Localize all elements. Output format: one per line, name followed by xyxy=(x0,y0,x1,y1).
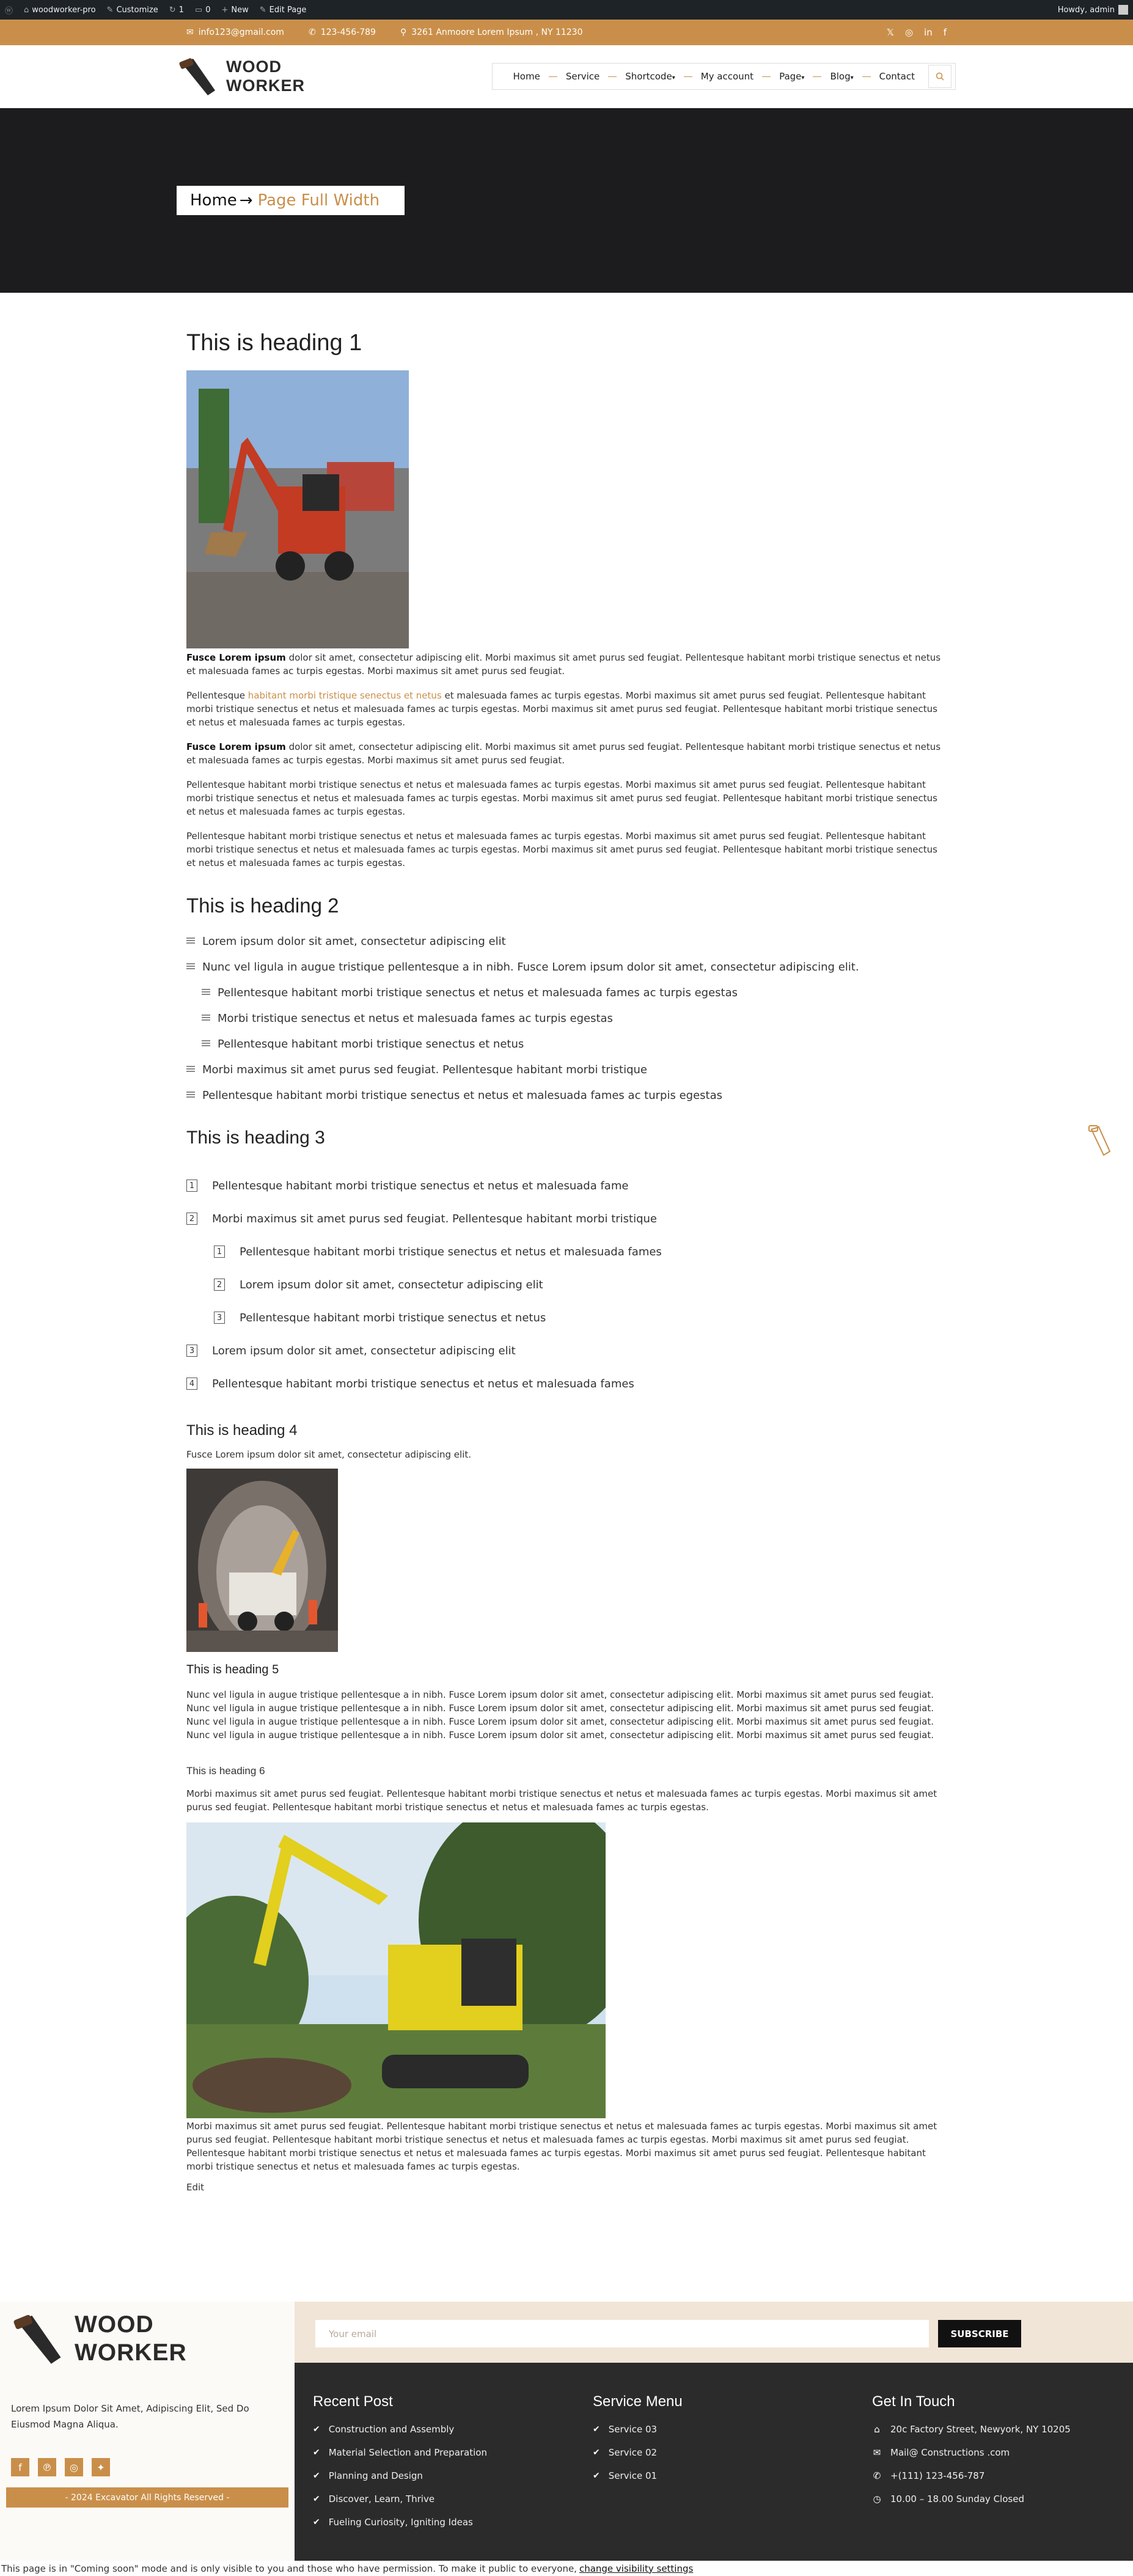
list-number: 3 xyxy=(186,1345,197,1357)
nav-service[interactable]: Service xyxy=(565,71,600,82)
excavator-image-1 xyxy=(186,370,409,648)
heading-5: This is heading 5 xyxy=(186,1663,279,1676)
home-icon: ⌂ xyxy=(874,2424,880,2435)
footer-logo-line-1: WOOD xyxy=(75,2311,154,2338)
paragraph-4: Pellentesque habitant morbi tristique senectus et netus et malesuada fames ac turpis egestas. Morbi maximus sit amet purus sed feugiat. Pellentesque habitant morbi tristique senectus et netus et malesuada fames ac turpis egestas. Morbi maximus sit amet purus sed feugiat. Pellentesque habitant morbi tristique senectus et netus et malesuada fames ac turpis egestas. xyxy=(186,779,937,817)
page-content xyxy=(186,330,944,2193)
paragraph-1: Fusce Lorem ipsum dolor sit amet, consectetur adipiscing elit. Morbi maximus sit amet purus sed feugiat. Pellentesque habitant morbi tristique senectus et netus et malesuada fames ac turpis egestas. Morbi maximus sit amet purus sed feugiat. xyxy=(186,652,941,677)
edit-link[interactable]: Edit xyxy=(186,2182,205,2193)
list-bullet-icon xyxy=(186,1066,195,1073)
list-item: Lorem ipsum dolor sit amet, consectetur adipiscing elit xyxy=(186,928,944,954)
check-icon: ✔ xyxy=(313,2517,320,2527)
list-item: 3 Lorem ipsum dolor sit amet, consectetur adipiscing elit xyxy=(186,1334,944,1367)
numbered-list xyxy=(186,1169,944,1400)
service-link[interactable]: ✔ Service 01 xyxy=(593,2470,658,2481)
site-header xyxy=(0,45,1133,108)
comment-icon: ▭ xyxy=(194,5,203,15)
subscribe-button[interactable]: SUBSCRIBE xyxy=(938,2320,1021,2347)
list-bullet-icon xyxy=(202,1015,210,1022)
saw-float-icon[interactable] xyxy=(1085,1125,1113,1159)
recent-post-link[interactable]: ✔ Material Selection and Preparation xyxy=(313,2447,487,2458)
bullet-list xyxy=(186,928,944,1108)
nav-page[interactable]: Page▾ xyxy=(779,71,805,82)
instagram-icon[interactable]: ◎ xyxy=(65,2458,83,2476)
recent-post-link[interactable]: ✔ Fueling Curiosity, Igniting Ideas xyxy=(313,2517,473,2528)
paragraph-5: Pellentesque habitant morbi tristique senectus et netus et malesuada fames ac turpis egestas. Morbi maximus sit amet purus sed feugiat. Pellentesque habitant morbi tristique senectus et netus et malesuada fames ac turpis egestas. Morbi maximus sit amet purus sed feugiat. Pellentesque habitant morbi tristique senectus et netus et malesuada fames ac turpis egestas. xyxy=(186,831,937,868)
brush-icon: ✎ xyxy=(106,5,114,15)
list-item: 2 Morbi maximus sit amet purus sed feugiat. Pellentesque habitant morbi tristique xyxy=(186,1202,944,1235)
footer-columns xyxy=(295,2363,1133,2561)
nav-blog[interactable]: Blog▾ xyxy=(830,71,854,82)
chevron-down-icon: ▾ xyxy=(672,75,675,81)
breadcrumb-home[interactable]: Home xyxy=(190,191,237,210)
list-number: 1 xyxy=(186,1180,197,1192)
closing-paragraph: Morbi maximus sit amet purus sed feugiat. Pellentesque habitant morbi tristique senectus et netus et malesuada fames ac turpis egestas. Morbi maximus sit amet purus sed feugiat. Pellentesque habitant morbi tristique senectus et netus et malesuada fames ac turpis egestas. Morbi maximus sit amet purus sed feugiat. Pellentesque habitant morbi tristique senectus et netus et malesuada fames ac turpis egestas. Morbi maximus sit amet purus sed feugiat. Pellentesque habitant morbi tristique senectus et netus et malesuada fames ac turpis egestas. xyxy=(186,2121,937,2172)
wordpress-logo[interactable] xyxy=(5,4,13,16)
visibility-settings-link[interactable]: change visibility settings xyxy=(579,2563,694,2574)
search-icon xyxy=(936,72,944,81)
check-icon: ✔ xyxy=(593,2471,600,2481)
check-icon: ✔ xyxy=(313,2424,320,2434)
inline-link[interactable]: habitant morbi tristique senectus et netus xyxy=(248,690,442,701)
chevron-down-icon: ▾ xyxy=(801,75,805,81)
avatar xyxy=(1118,5,1128,15)
heading-1: This is heading 1 xyxy=(186,330,362,356)
heading-4: This is heading 4 xyxy=(186,1422,298,1439)
linkedin-icon[interactable]: in xyxy=(924,27,933,38)
footer-copyright: - 2024 Excavator All Rights Reserved - xyxy=(6,2487,288,2508)
nav-separator xyxy=(862,76,871,77)
home-icon: ⌂ xyxy=(24,5,29,15)
facebook-icon[interactable]: f xyxy=(11,2458,29,2476)
get-in-touch-column xyxy=(872,2393,1071,2517)
footer-about-panel xyxy=(0,2302,295,2561)
recent-post-column xyxy=(313,2393,487,2540)
list-item: 3 Pellentesque habitant morbi tristique senectus et netus xyxy=(186,1301,944,1334)
heading-3: This is heading 3 xyxy=(186,1128,325,1148)
coming-soon-notice: This page is in "Coming soon" mode and is only visible to you and those who have permission. To make it public to everyone, change visibility settings xyxy=(0,2561,1133,2576)
topbar-email[interactable]: ✉ info123@gmail.com xyxy=(186,28,284,37)
recent-post-link[interactable]: ✔ Construction and Assembly xyxy=(313,2424,455,2435)
service-menu-column xyxy=(593,2393,683,2493)
list-item: 1 Pellentesque habitant morbi tristique senectus et netus et malesuada fames xyxy=(186,1235,944,1268)
newsletter-bar xyxy=(295,2302,1133,2363)
admin-new[interactable]: + New xyxy=(221,5,249,15)
paragraph-2: Pellentesque habitant morbi tristique senectus et netus et malesuada fames ac turpis egestas. Morbi maximus sit amet purus sed feugiat. Pellentesque habitant morbi tristique senectus et netus et malesuada fames ac turpis egestas. Morbi maximus sit amet purus sed feugiat. Pellentesque habitant morbi tristique senectus et netus et malesuada fames ac turpis egestas. xyxy=(186,690,937,728)
recent-post-link[interactable]: ✔ Planning and Design xyxy=(313,2470,423,2481)
list-bullet-icon xyxy=(186,963,195,971)
check-icon: ✔ xyxy=(313,2471,320,2481)
envelope-icon: ✉ xyxy=(186,28,194,37)
admin-site-name[interactable]: ⌂ woodworker-pro xyxy=(24,5,96,15)
saw-icon xyxy=(177,55,220,98)
nav-separator xyxy=(608,76,617,77)
tunnel-excavator-image xyxy=(186,1469,338,1652)
list-bullet-icon xyxy=(186,938,195,945)
heading-2: This is heading 2 xyxy=(186,894,339,917)
list-bullet-icon xyxy=(202,989,210,996)
x-icon[interactable]: 𝕏 xyxy=(886,27,894,38)
admin-customize[interactable]: ✎ Customize xyxy=(106,5,158,15)
chevron-down-icon: ▾ xyxy=(850,75,854,81)
nav-contact[interactable]: Contact xyxy=(879,71,915,82)
saw-icon xyxy=(11,2311,67,2367)
footer-about-text: Lorem Ipsum Dolor Sit Amet, Adipiscing Elit, Sed Do Eiusmod Magna Aliqua. xyxy=(11,2403,249,2430)
list-number: 3 xyxy=(214,1312,225,1324)
service-link[interactable]: ✔ Service 02 xyxy=(593,2447,658,2458)
get-in-touch-title: Get In Touch xyxy=(872,2393,955,2410)
heading-6: This is heading 6 xyxy=(186,1765,265,1777)
list-number: 2 xyxy=(214,1279,225,1291)
topbar-address: ⚲ 3261 Anmoore Lorem Ipsum , NY 11230 xyxy=(400,28,583,37)
site-footer xyxy=(0,2302,1133,2561)
list-number: 2 xyxy=(186,1213,197,1225)
instagram-icon[interactable]: ◎ xyxy=(904,27,914,38)
check-icon: ✔ xyxy=(313,2448,320,2457)
facebook-icon[interactable]: f xyxy=(943,27,947,38)
topbar-phone[interactable]: ✆ 123-456-789 xyxy=(308,28,376,37)
nav-separator xyxy=(813,76,821,77)
main-nav xyxy=(492,63,956,90)
admin-updates[interactable]: ↻ 1 xyxy=(169,5,184,15)
list-item: Nunc vel ligula in augue tristique pellentesque a in nibh. Fusce Lorem ipsum dolor sit amet, consectetur adipiscing elit. xyxy=(186,954,944,980)
top-contact-bar xyxy=(0,20,1133,45)
admin-comments[interactable]: ▭ 0 xyxy=(194,5,211,15)
heading-6-paragraph: Morbi maximus sit amet purus sed feugiat. Pellentesque habitant morbi tristique senectus et netus et malesuada fames ac turpis egestas. Morbi maximus sit amet purus sed feugiat. Pellentesque habitant morbi tristique senectus et netus et malesuada fames ac turpis egestas. xyxy=(186,1788,937,1813)
phone-icon: ✆ xyxy=(873,2470,881,2481)
service-link[interactable]: ✔ Service 03 xyxy=(593,2424,658,2435)
nav-separator xyxy=(684,76,692,77)
topbar-socials xyxy=(887,27,947,38)
twitter-icon[interactable]: ✦ xyxy=(92,2458,110,2476)
list-bullet-icon xyxy=(186,1092,195,1099)
nav-my-account[interactable]: My account xyxy=(700,71,754,82)
list-item: 2 Lorem ipsum dolor sit amet, consectetur adipiscing elit xyxy=(186,1268,944,1301)
list-number: 1 xyxy=(214,1246,225,1258)
nav-separator xyxy=(549,76,557,77)
list-item: 1 Pellentesque habitant morbi tristique senectus et netus et malesuada fame xyxy=(186,1169,944,1202)
check-icon: ✔ xyxy=(313,2494,320,2504)
list-item: Morbi tristique senectus et netus et malesuada fames ac turpis egestas xyxy=(186,1005,944,1031)
admin-edit-page[interactable]: ✎ Edit Page xyxy=(259,5,307,15)
list-item: Pellentesque habitant morbi tristique senectus et netus et malesuada fames ac turpis egestas xyxy=(186,1082,944,1108)
recent-post-link[interactable]: ✔ Discover, Learn, Thrive xyxy=(313,2493,435,2504)
logo-line-1: WOOD xyxy=(226,57,282,76)
admin-bar xyxy=(0,0,1133,20)
list-item: Pellentesque habitant morbi tristique senectus et netus xyxy=(186,1031,944,1057)
contact-hours: ◷ 10.00 – 18.00 Sunday Closed xyxy=(873,2493,1024,2504)
recent-post-title: Recent Post xyxy=(313,2393,393,2410)
logo-line-2: WORKER xyxy=(226,76,305,95)
list-item: Morbi maximus sit amet purus sed feugiat. Pellentesque habitant morbi tristique xyxy=(186,1057,944,1082)
phone-icon: ✆ xyxy=(308,28,316,37)
breadcrumb xyxy=(177,186,405,215)
envelope-icon: ✉ xyxy=(873,2447,881,2458)
search-button[interactable] xyxy=(928,65,952,88)
pencil-icon: ✎ xyxy=(259,5,266,15)
map-pin-icon: ⚲ xyxy=(400,28,407,37)
wordpress-icon: ⓦ xyxy=(5,6,13,16)
list-bullet-icon xyxy=(202,1040,210,1048)
footer-logo-line-2: WORKER xyxy=(75,2339,187,2366)
page-hero xyxy=(0,108,1133,293)
list-number: 4 xyxy=(186,1378,197,1390)
arrow-right-icon: → xyxy=(239,191,253,210)
list-item: Pellentesque habitant morbi tristique senectus et netus et malesuada fames ac turpis egestas xyxy=(186,980,944,1005)
yellow-excavator-image xyxy=(186,1822,606,2118)
heading-4-paragraph: Fusce Lorem ipsum dolor sit amet, consectetur adipiscing elit. xyxy=(186,1449,472,1460)
nav-shortcode[interactable]: Shortcode▾ xyxy=(625,71,675,82)
site-logo[interactable] xyxy=(177,55,305,98)
paragraph-3: Fusce Lorem ipsum dolor sit amet, consectetur adipiscing elit. Morbi maximus sit amet purus sed feugiat. Pellentesque habitant morbi tristique senectus et netus et malesuada fames ac turpis egestas. Morbi maximus sit amet purus sed feugiat. xyxy=(186,741,941,766)
breadcrumb-current: Page Full Width xyxy=(257,191,380,210)
footer-socials xyxy=(11,2458,110,2476)
heading-5-paragraph-1: Nunc vel ligula in augue tristique pellentesque a in nibh. Fusce Lorem ipsum dolor sit amet, consectetur adipiscing elit. Morbi maximus sit amet purus sed feugiat. Nunc vel ligula in augue tristique pellentesque a in nibh. Fusce Lorem ipsum dolor sit amet, consectetur adipiscing elit. Morbi maximus sit amet purus sed feugiat. xyxy=(186,1689,934,1714)
contact-phone[interactable]: ✆ +(111) 123-456-787 xyxy=(873,2470,985,2481)
heading-5-paragraph-2: Nunc vel ligula in augue tristique pellentesque a in nibh. Fusce Lorem ipsum dolor sit amet, consectetur adipiscing elit. Morbi maximus sit amet purus sed feugiat. Nunc vel ligula in augue tristique pellentesque a in nibh. Fusce Lorem ipsum dolor sit amet, consectetur adipiscing elit. Morbi maximus sit amet purus sed feugiat. xyxy=(186,1716,934,1741)
service-menu-title: Service Menu xyxy=(593,2393,683,2410)
pinterest-icon[interactable]: ℗ xyxy=(38,2458,56,2476)
nav-separator xyxy=(762,76,771,77)
footer-logo[interactable] xyxy=(11,2311,187,2367)
contact-email[interactable]: ✉ Mail@ Constructions .com xyxy=(873,2447,1010,2458)
admin-account[interactable]: Howdy, admin xyxy=(1058,5,1128,15)
check-icon: ✔ xyxy=(593,2424,600,2434)
clock-icon: ◷ xyxy=(873,2493,881,2504)
list-item: 4 Pellentesque habitant morbi tristique senectus et netus et malesuada fames xyxy=(186,1367,944,1400)
refresh-icon: ↻ xyxy=(169,5,176,15)
nav-home[interactable]: Home xyxy=(513,71,540,82)
contact-address: ⌂ 20c Factory Street, Newyork, NY 10205 xyxy=(872,2424,1071,2435)
newsletter-email-input[interactable]: Your email xyxy=(315,2320,929,2347)
plus-icon: + xyxy=(221,5,229,15)
check-icon: ✔ xyxy=(593,2448,600,2457)
